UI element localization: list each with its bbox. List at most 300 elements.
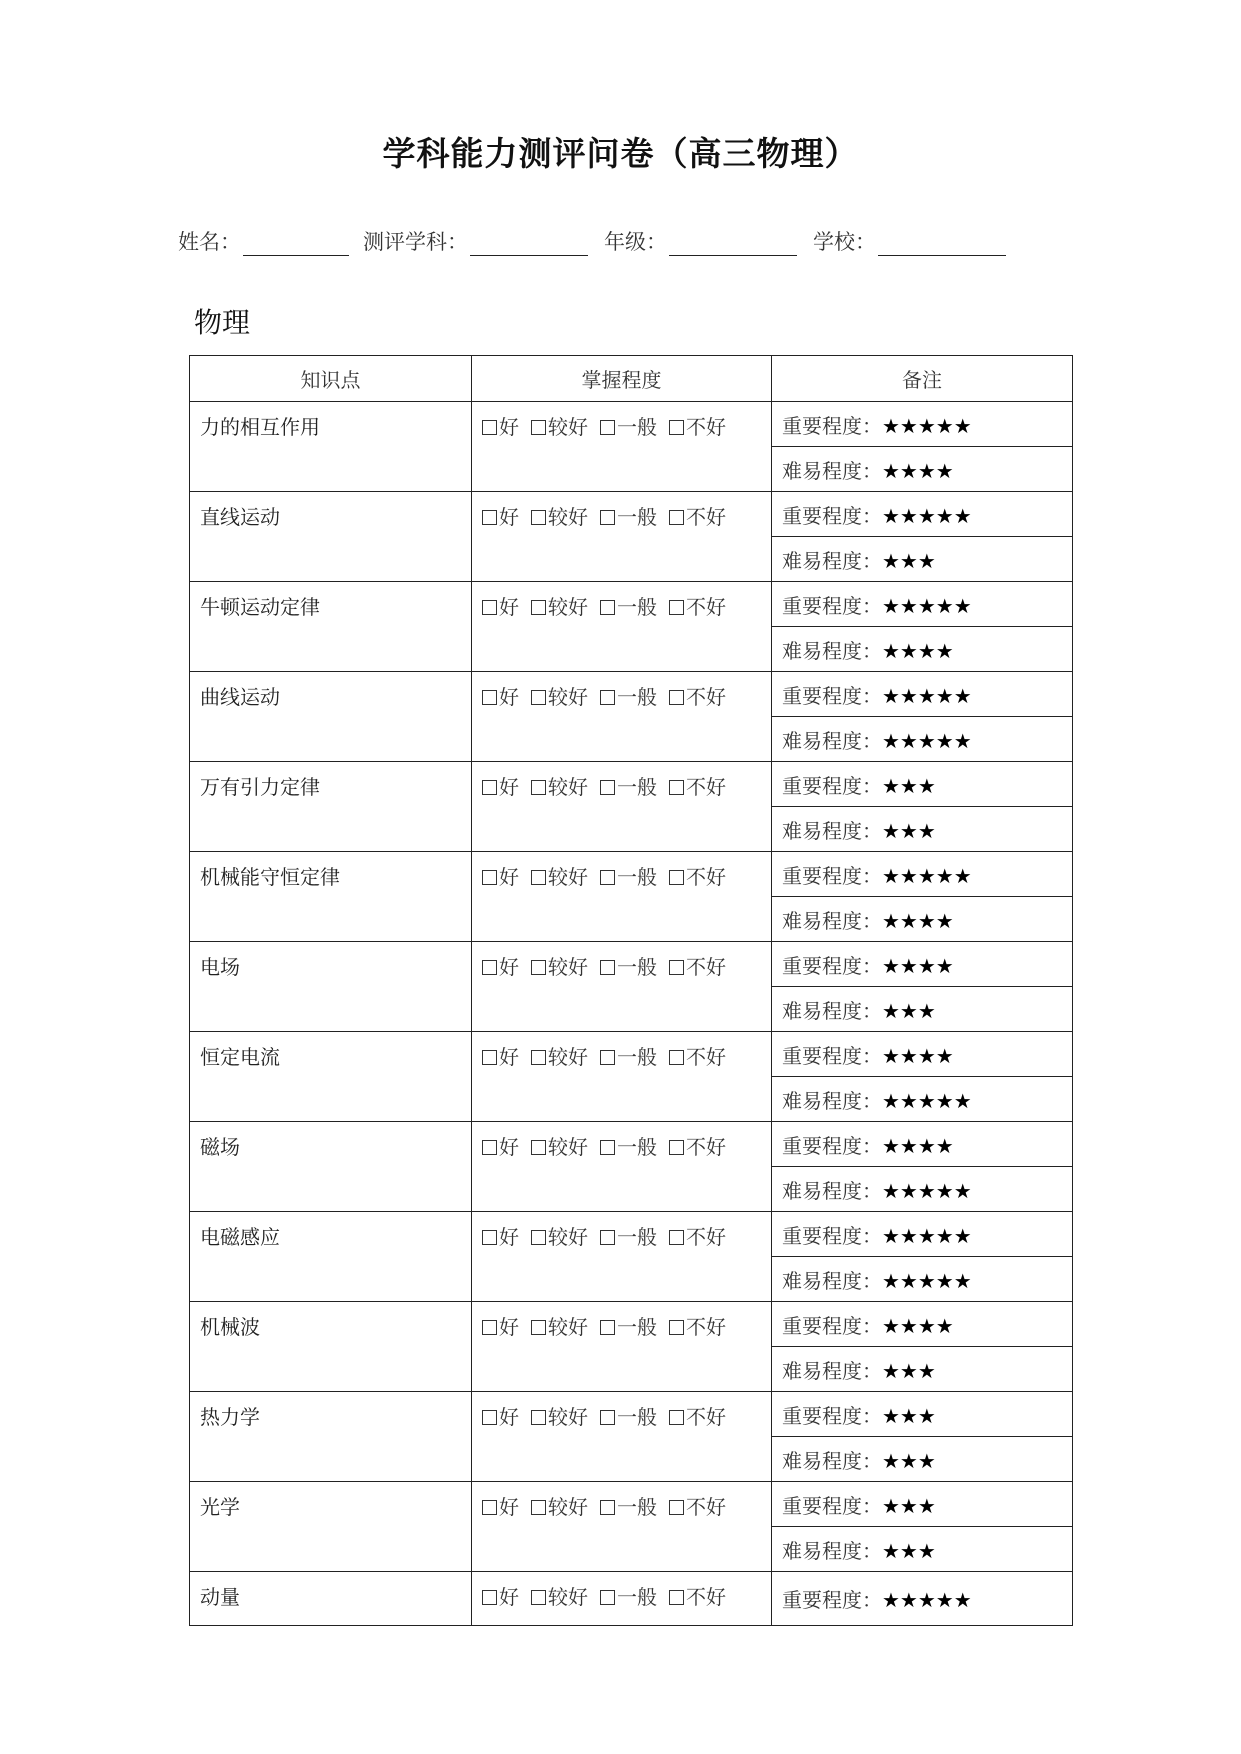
checkbox[interactable] xyxy=(600,960,615,975)
mastery-option[interactable] xyxy=(600,411,657,440)
checkbox[interactable] xyxy=(531,510,546,525)
mastery-cell xyxy=(472,762,772,852)
checkbox[interactable] xyxy=(669,510,684,525)
difficulty-rating-stars: ★★★ xyxy=(882,548,936,573)
mastery-option[interactable] xyxy=(531,1221,588,1250)
importance-rating xyxy=(772,1392,1073,1437)
difficulty-rating xyxy=(772,627,1073,672)
knowledge-point: 机械能守恒定律 xyxy=(190,852,472,942)
option-label: 较好 xyxy=(548,1135,588,1159)
mastery-option[interactable] xyxy=(531,591,588,620)
difficulty-rating-stars: ★★★ xyxy=(882,998,936,1023)
checkbox[interactable] xyxy=(482,780,497,795)
mastery-option[interactable] xyxy=(482,411,519,440)
mastery-cell xyxy=(472,1392,772,1482)
checkbox[interactable] xyxy=(669,600,684,615)
mastery-option[interactable] xyxy=(482,591,519,620)
mastery-cell xyxy=(472,1032,772,1122)
checkbox[interactable] xyxy=(531,1590,546,1605)
checkbox[interactable] xyxy=(669,1410,684,1425)
mastery-option[interactable] xyxy=(482,1311,519,1340)
option-label: 好 xyxy=(499,1495,519,1519)
checkbox[interactable] xyxy=(531,1050,546,1065)
checkbox[interactable] xyxy=(531,690,546,705)
importance-rating-stars: ★★★★★ xyxy=(882,413,972,438)
option-label: 较好 xyxy=(548,1045,588,1069)
mastery-option[interactable] xyxy=(600,501,657,530)
option-label: 较好 xyxy=(548,505,588,529)
table-row xyxy=(190,1302,1073,1347)
checkbox[interactable] xyxy=(600,1320,615,1335)
option-label: 一般 xyxy=(617,1405,657,1429)
mastery-option[interactable] xyxy=(669,501,726,530)
knowledge-point: 光学 xyxy=(190,1482,472,1572)
option-label: 好 xyxy=(499,415,519,439)
checkbox[interactable] xyxy=(669,870,684,885)
table-row xyxy=(190,402,1073,447)
importance-rating-label: 重要程度： xyxy=(782,1043,882,1068)
checkbox[interactable] xyxy=(669,1500,684,1515)
option-label: 较好 xyxy=(548,955,588,979)
mastery-option[interactable] xyxy=(482,1221,519,1250)
mastery-option[interactable] xyxy=(669,771,726,800)
checkbox[interactable] xyxy=(600,780,615,795)
subject-label: 测评学科： xyxy=(363,230,468,254)
mastery-option[interactable] xyxy=(531,411,588,440)
table-row xyxy=(190,492,1073,537)
option-label: 一般 xyxy=(617,1495,657,1519)
mastery-cell xyxy=(472,852,772,942)
name-field[interactable] xyxy=(178,226,349,256)
difficulty-rating-label: 难易程度： xyxy=(782,1358,882,1383)
importance-rating-label: 重要程度： xyxy=(782,773,882,798)
importance-rating-label: 重要程度： xyxy=(782,683,882,708)
importance-rating-stars: ★★★★★ xyxy=(882,863,972,888)
option-label: 不好 xyxy=(686,595,726,619)
difficulty-rating-stars: ★★★★ xyxy=(882,458,954,483)
checkbox[interactable] xyxy=(531,870,546,885)
section-heading: 物理 xyxy=(194,306,251,339)
importance-rating-stars: ★★★ xyxy=(882,1403,936,1428)
option-label: 好 xyxy=(499,505,519,529)
knowledge-point: 万有引力定律 xyxy=(190,762,472,852)
mastery-option[interactable] xyxy=(482,1491,519,1520)
option-label: 不好 xyxy=(686,1495,726,1519)
checkbox[interactable] xyxy=(669,690,684,705)
name-blank[interactable] xyxy=(243,231,349,256)
mastery-option[interactable] xyxy=(600,861,657,890)
knowledge-point: 直线运动 xyxy=(190,492,472,582)
importance-rating-label: 重要程度： xyxy=(782,593,882,618)
mastery-cell xyxy=(472,1212,772,1302)
mastery-option[interactable] xyxy=(669,1401,726,1430)
mastery-option[interactable] xyxy=(531,1581,588,1610)
difficulty-rating xyxy=(772,807,1073,852)
difficulty-rating xyxy=(772,1437,1073,1482)
option-label: 较好 xyxy=(548,595,588,619)
checkbox[interactable] xyxy=(482,1500,497,1515)
importance-rating-stars: ★★★★★ xyxy=(882,1588,972,1612)
checkbox[interactable] xyxy=(482,1590,497,1605)
mastery-cell xyxy=(472,402,772,492)
importance-rating-stars: ★★★★ xyxy=(882,1313,954,1338)
checkbox[interactable] xyxy=(669,1230,684,1245)
option-label: 好 xyxy=(499,1585,519,1609)
difficulty-rating-stars: ★★★ xyxy=(882,818,936,843)
checkbox[interactable] xyxy=(482,510,497,525)
checkbox[interactable] xyxy=(600,1410,615,1425)
knowledge-point: 力的相互作用 xyxy=(190,402,472,492)
checkbox[interactable] xyxy=(600,1140,615,1155)
option-label: 一般 xyxy=(617,1225,657,1249)
importance-rating-stars: ★★★ xyxy=(882,773,936,798)
checkbox[interactable] xyxy=(600,1500,615,1515)
mastery-cell xyxy=(472,1482,772,1572)
table-row xyxy=(190,1122,1073,1167)
mastery-option[interactable] xyxy=(600,1401,657,1430)
importance-rating-stars: ★★★★ xyxy=(882,953,954,978)
difficulty-rating-label: 难易程度： xyxy=(782,818,882,843)
mastery-cell xyxy=(472,672,772,762)
importance-rating xyxy=(772,1032,1073,1077)
option-label: 好 xyxy=(499,1135,519,1159)
checkbox[interactable] xyxy=(600,690,615,705)
checkbox[interactable] xyxy=(600,420,615,435)
table-row xyxy=(190,1572,1073,1626)
checkbox[interactable] xyxy=(600,510,615,525)
mastery-option[interactable] xyxy=(531,1041,588,1070)
importance-rating xyxy=(772,852,1073,897)
school-field[interactable] xyxy=(813,226,1006,256)
table-row xyxy=(190,1482,1073,1527)
importance-rating-label: 重要程度： xyxy=(782,1223,882,1248)
table-row xyxy=(190,582,1073,627)
mastery-option[interactable] xyxy=(482,501,519,530)
mastery-option[interactable] xyxy=(482,861,519,890)
mastery-option[interactable] xyxy=(531,1131,588,1160)
checkbox[interactable] xyxy=(482,1320,497,1335)
header-mastery: 掌握程度 xyxy=(472,356,772,402)
option-label: 好 xyxy=(499,1405,519,1429)
importance-rating xyxy=(772,762,1073,807)
checkbox[interactable] xyxy=(482,1230,497,1245)
checkbox[interactable] xyxy=(669,1140,684,1155)
header-notes: 备注 xyxy=(772,356,1073,402)
option-label: 不好 xyxy=(686,1405,726,1429)
mastery-option[interactable] xyxy=(600,951,657,980)
importance-rating-label: 重要程度： xyxy=(782,503,882,528)
option-label: 较好 xyxy=(548,415,588,439)
knowledge-point: 电磁感应 xyxy=(190,1212,472,1302)
school-label: 学校： xyxy=(813,230,876,254)
mastery-option[interactable] xyxy=(600,1311,657,1340)
importance-rating xyxy=(772,1302,1073,1347)
option-label: 好 xyxy=(499,595,519,619)
option-label: 不好 xyxy=(686,1045,726,1069)
importance-rating-stars: ★★★ xyxy=(882,1493,936,1518)
importance-rating-label: 重要程度： xyxy=(782,863,882,888)
checkbox[interactable] xyxy=(669,1590,684,1605)
mastery-option[interactable] xyxy=(669,1041,726,1070)
checkbox[interactable] xyxy=(482,690,497,705)
option-label: 较好 xyxy=(548,1225,588,1249)
importance-rating-label: 重要程度： xyxy=(782,1133,882,1158)
mastery-option[interactable] xyxy=(531,771,588,800)
difficulty-rating-label: 难易程度： xyxy=(782,728,882,753)
knowledge-point: 牛顿运动定律 xyxy=(190,582,472,672)
mastery-option[interactable] xyxy=(669,861,726,890)
mastery-option[interactable] xyxy=(669,1491,726,1520)
difficulty-rating-stars: ★★★★ xyxy=(882,908,954,933)
importance-rating-stars: ★★★★★ xyxy=(882,683,972,708)
table-row xyxy=(190,762,1073,807)
checkbox[interactable] xyxy=(531,1140,546,1155)
mastery-option[interactable] xyxy=(600,681,657,710)
importance-rating-label: 重要程度： xyxy=(782,1588,882,1612)
option-label: 不好 xyxy=(686,1315,726,1339)
difficulty-rating-stars: ★★★ xyxy=(882,1538,936,1563)
checkbox[interactable] xyxy=(669,1050,684,1065)
checkbox[interactable] xyxy=(669,1320,684,1335)
checkbox[interactable] xyxy=(600,1590,615,1605)
checkbox[interactable] xyxy=(600,870,615,885)
mastery-option[interactable] xyxy=(600,1041,657,1070)
subject-blank[interactable] xyxy=(470,231,588,256)
mastery-option[interactable] xyxy=(669,681,726,710)
checkbox[interactable] xyxy=(669,780,684,795)
checkbox[interactable] xyxy=(482,1410,497,1425)
checkbox[interactable] xyxy=(531,1500,546,1515)
difficulty-rating-label: 难易程度： xyxy=(782,998,882,1023)
mastery-option[interactable] xyxy=(669,1221,726,1250)
difficulty-rating xyxy=(772,1527,1073,1572)
option-label: 好 xyxy=(499,865,519,889)
option-label: 一般 xyxy=(617,505,657,529)
mastery-option[interactable] xyxy=(600,1491,657,1520)
mastery-option[interactable] xyxy=(669,591,726,620)
mastery-option[interactable] xyxy=(482,1041,519,1070)
option-label: 一般 xyxy=(617,415,657,439)
importance-rating xyxy=(772,1572,1073,1626)
difficulty-rating-stars: ★★★★★ xyxy=(882,1268,972,1293)
subject-field[interactable] xyxy=(363,226,588,256)
checkbox[interactable] xyxy=(600,1050,615,1065)
mastery-option[interactable] xyxy=(669,1311,726,1340)
difficulty-rating-stars: ★★★★★ xyxy=(882,1088,972,1113)
difficulty-rating-label: 难易程度： xyxy=(782,548,882,573)
option-label: 好 xyxy=(499,955,519,979)
checkbox[interactable] xyxy=(531,1410,546,1425)
difficulty-rating xyxy=(772,987,1073,1032)
difficulty-rating-label: 难易程度： xyxy=(782,638,882,663)
header-row xyxy=(190,356,1073,402)
mastery-option[interactable] xyxy=(482,771,519,800)
table-row xyxy=(190,672,1073,717)
difficulty-rating-label: 难易程度： xyxy=(782,908,882,933)
option-label: 好 xyxy=(499,685,519,709)
mastery-option[interactable] xyxy=(669,1581,726,1610)
table-row xyxy=(190,1212,1073,1257)
importance-rating xyxy=(772,402,1073,447)
mastery-option[interactable] xyxy=(669,1131,726,1160)
grade-field[interactable] xyxy=(604,226,797,256)
difficulty-rating xyxy=(772,897,1073,942)
grade-label: 年级： xyxy=(604,230,667,254)
difficulty-rating-label: 难易程度： xyxy=(782,458,882,483)
mastery-option[interactable] xyxy=(600,1221,657,1250)
checkbox[interactable] xyxy=(482,1140,497,1155)
mastery-option[interactable] xyxy=(600,771,657,800)
mastery-option[interactable] xyxy=(531,501,588,530)
mastery-cell xyxy=(472,1302,772,1392)
knowledge-point: 磁场 xyxy=(190,1122,472,1212)
option-label: 一般 xyxy=(617,1315,657,1339)
importance-rating-stars: ★★★★★ xyxy=(882,593,972,618)
name-label: 姓名： xyxy=(178,230,241,254)
importance-rating xyxy=(772,1482,1073,1527)
knowledge-point: 动量 xyxy=(190,1572,472,1626)
importance-rating xyxy=(772,942,1073,987)
checkbox[interactable] xyxy=(669,960,684,975)
mastery-option[interactable] xyxy=(531,861,588,890)
checkbox[interactable] xyxy=(482,870,497,885)
difficulty-rating xyxy=(772,1257,1073,1302)
checkbox[interactable] xyxy=(531,960,546,975)
option-label: 好 xyxy=(499,775,519,799)
mastery-option[interactable] xyxy=(600,1581,657,1610)
importance-rating-label: 重要程度： xyxy=(782,1493,882,1518)
header-knowledge-point: 知识点 xyxy=(190,356,472,402)
mastery-option[interactable] xyxy=(531,1401,588,1430)
assessment-table xyxy=(189,355,1073,1626)
option-label: 不好 xyxy=(686,505,726,529)
table-row xyxy=(190,852,1073,897)
difficulty-rating-label: 难易程度： xyxy=(782,1448,882,1473)
mastery-option[interactable] xyxy=(531,951,588,980)
importance-rating-stars: ★★★★ xyxy=(882,1043,954,1068)
checkbox[interactable] xyxy=(600,600,615,615)
checkbox[interactable] xyxy=(531,780,546,795)
knowledge-point: 热力学 xyxy=(190,1392,472,1482)
checkbox[interactable] xyxy=(531,600,546,615)
mastery-option[interactable] xyxy=(482,951,519,980)
page-title: 学科能力测评问卷（高三物理） xyxy=(382,134,859,173)
option-label: 较好 xyxy=(548,1315,588,1339)
checkbox[interactable] xyxy=(531,1320,546,1335)
option-label: 一般 xyxy=(617,775,657,799)
difficulty-rating-stars: ★★★ xyxy=(882,1358,936,1383)
difficulty-rating-stars: ★★★★ xyxy=(882,638,954,663)
mastery-option[interactable] xyxy=(600,1131,657,1160)
difficulty-rating xyxy=(772,447,1073,492)
importance-rating xyxy=(772,492,1073,537)
school-blank[interactable] xyxy=(878,231,1006,256)
grade-blank[interactable] xyxy=(669,231,797,256)
option-label: 不好 xyxy=(686,955,726,979)
option-label: 一般 xyxy=(617,1135,657,1159)
importance-rating xyxy=(772,582,1073,627)
checkbox[interactable] xyxy=(482,420,497,435)
option-label: 较好 xyxy=(548,865,588,889)
difficulty-rating-stars: ★★★★★ xyxy=(882,728,972,753)
option-label: 好 xyxy=(499,1045,519,1069)
option-label: 不好 xyxy=(686,1225,726,1249)
checkbox[interactable] xyxy=(600,1230,615,1245)
knowledge-point: 曲线运动 xyxy=(190,672,472,762)
difficulty-rating-label: 难易程度： xyxy=(782,1178,882,1203)
importance-rating xyxy=(772,1122,1073,1167)
difficulty-rating xyxy=(772,1347,1073,1392)
option-label: 较好 xyxy=(548,1585,588,1609)
info-fields xyxy=(178,226,1038,258)
checkbox[interactable] xyxy=(482,960,497,975)
mastery-option[interactable] xyxy=(531,1311,588,1340)
difficulty-rating-stars: ★★★★★ xyxy=(882,1178,972,1203)
mastery-option[interactable] xyxy=(531,681,588,710)
option-label: 较好 xyxy=(548,1405,588,1429)
option-label: 一般 xyxy=(617,685,657,709)
option-label: 不好 xyxy=(686,1585,726,1609)
checkbox[interactable] xyxy=(531,420,546,435)
knowledge-point: 恒定电流 xyxy=(190,1032,472,1122)
mastery-option[interactable] xyxy=(531,1491,588,1520)
option-label: 一般 xyxy=(617,595,657,619)
table-row xyxy=(190,1392,1073,1437)
option-label: 不好 xyxy=(686,415,726,439)
checkbox[interactable] xyxy=(669,420,684,435)
option-label: 不好 xyxy=(686,1135,726,1159)
importance-rating xyxy=(772,1212,1073,1257)
option-label: 较好 xyxy=(548,685,588,709)
difficulty-rating xyxy=(772,717,1073,762)
mastery-option[interactable] xyxy=(482,1401,519,1430)
option-label: 一般 xyxy=(617,1585,657,1609)
mastery-option[interactable] xyxy=(669,951,726,980)
difficulty-rating xyxy=(772,537,1073,582)
mastery-option[interactable] xyxy=(482,1581,519,1610)
checkbox[interactable] xyxy=(482,600,497,615)
option-label: 好 xyxy=(499,1225,519,1249)
table-row xyxy=(190,942,1073,987)
mastery-cell xyxy=(472,1122,772,1212)
checkbox[interactable] xyxy=(482,1050,497,1065)
option-label: 不好 xyxy=(686,685,726,709)
difficulty-rating xyxy=(772,1077,1073,1122)
option-label: 较好 xyxy=(548,1495,588,1519)
difficulty-rating-label: 难易程度： xyxy=(782,1088,882,1113)
difficulty-rating xyxy=(772,1167,1073,1212)
importance-rating-label: 重要程度： xyxy=(782,1313,882,1338)
importance-rating-label: 重要程度： xyxy=(782,953,882,978)
option-label: 一般 xyxy=(617,1045,657,1069)
mastery-option[interactable] xyxy=(669,411,726,440)
option-label: 不好 xyxy=(686,775,726,799)
difficulty-rating-label: 难易程度： xyxy=(782,1538,882,1563)
mastery-option[interactable] xyxy=(482,681,519,710)
mastery-cell xyxy=(472,582,772,672)
importance-rating-stars: ★★★★★ xyxy=(882,503,972,528)
checkbox[interactable] xyxy=(531,1230,546,1245)
mastery-option[interactable] xyxy=(600,591,657,620)
option-label: 较好 xyxy=(548,775,588,799)
mastery-option[interactable] xyxy=(482,1131,519,1160)
importance-rating xyxy=(772,672,1073,717)
mastery-cell xyxy=(472,1572,772,1626)
option-label: 不好 xyxy=(686,865,726,889)
option-label: 一般 xyxy=(617,955,657,979)
importance-rating-stars: ★★★★ xyxy=(882,1133,954,1158)
importance-rating-label: 重要程度： xyxy=(782,1403,882,1428)
